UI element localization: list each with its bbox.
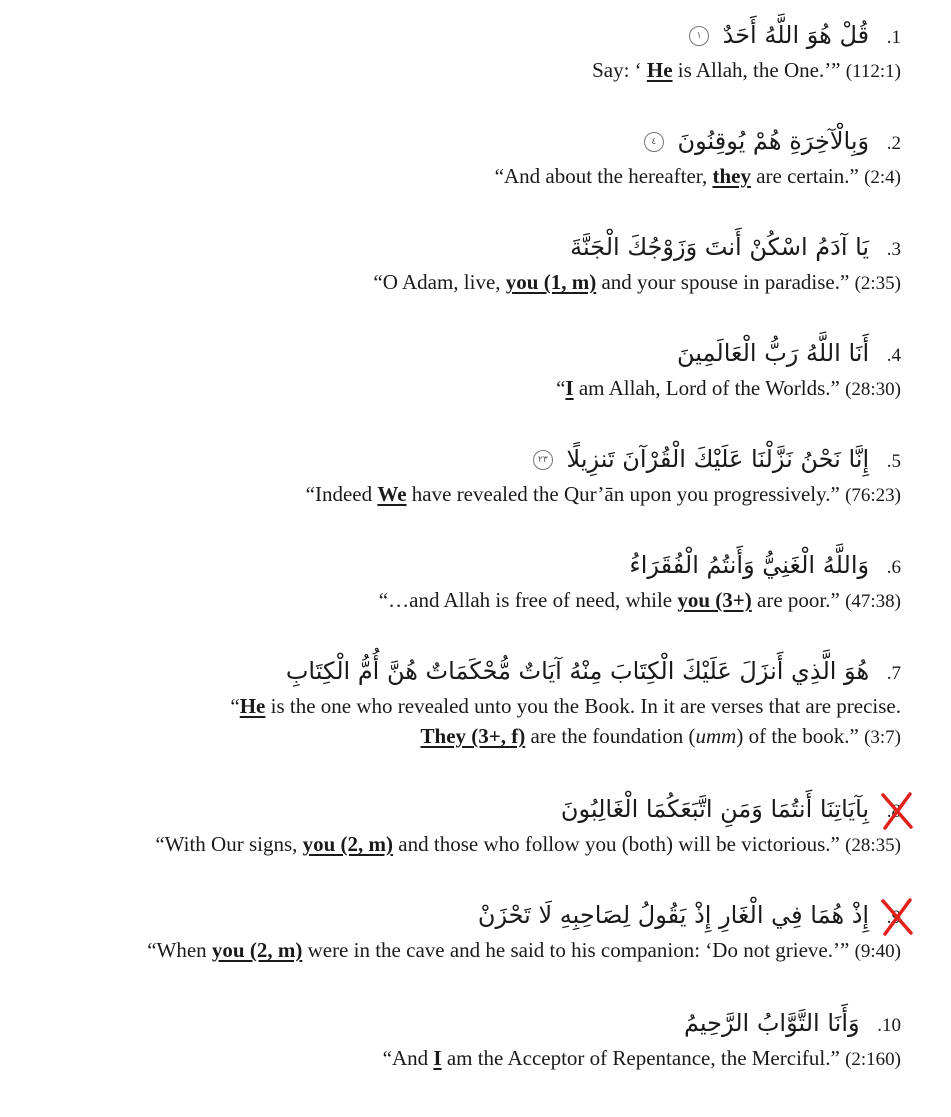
arabic-text: إِذْ هُمَا فِي الْغَارِ إِذْ يَقُولُ لِصَاحِبِهِ لَا تَحْزَنْ <box>477 901 870 929</box>
item-number: 3. <box>886 239 901 260</box>
english-translation: “I am Allah, Lord of the Worlds.” (28:30) <box>556 376 901 400</box>
arabic-text: وَاللَّهُ الْغَنِيُّ وَأَنتُمُ الْفُقَرَاءُ <box>629 551 870 579</box>
english-translation: “When you (2, m) were in the cave and he said to his companion: ‘Do not grieve.’” (9:40) <box>147 938 901 962</box>
ayah-number-icon: ٤ <box>644 132 664 152</box>
verse-reference: (2:35) <box>854 273 901 294</box>
highlighted-pronoun: We <box>377 482 407 506</box>
exercise-item-10 <box>40 1006 901 1075</box>
arabic-verse <box>40 18 901 55</box>
arabic-verse <box>40 792 901 829</box>
verse-reference: (2:4) <box>864 167 901 188</box>
item-number: 7. <box>886 663 901 684</box>
verse-reference: (112:1) <box>845 61 901 82</box>
item-number: 5. <box>886 451 901 472</box>
arabic-text: أَنَا اللَّهُ رَبُّ الْعَالَمِينَ <box>677 339 870 367</box>
item-number: 4. <box>886 345 901 366</box>
exercise-item-6 <box>40 548 901 617</box>
exercise-item-7 <box>40 654 901 753</box>
arabic-text: قُلْ هُوَ اللَّهُ أَحَدٌ <box>722 21 870 49</box>
highlighted-pronoun: He <box>646 58 673 82</box>
english-translation-line-2: They (3+, f) are the foundation (umm) of the book.” (3:7) <box>420 724 901 748</box>
item-number: 1. <box>886 27 901 48</box>
arabic-verse <box>40 336 901 373</box>
item-number: 2. <box>886 133 901 154</box>
exercise-item-1 <box>40 18 901 87</box>
arabic-text: إِنَّا نَحْنُ نَزَّلْنَا عَلَيْكَ الْقُرْآنَ تَنزِيلًا <box>566 445 870 473</box>
english-translation: “And I am the Acceptor of Repentance, the Merciful.” (2:160) <box>382 1046 901 1070</box>
verse-reference: (28:30) <box>845 379 901 400</box>
item-number: 6. <box>886 557 901 578</box>
highlighted-pronoun: you (2, m) <box>302 832 394 856</box>
english-translation: “Indeed We have revealed the Qur’ān upon you progressively.” (76:23) <box>305 482 901 506</box>
english-translation: “…and Allah is free of need, while you (3+) are poor.” (47:38) <box>378 588 901 612</box>
arabic-text: وَأَنَا التَّوَّابُ الرَّحِيمُ <box>683 1009 860 1037</box>
ayah-number-icon: ١ <box>689 26 709 46</box>
verse-reference: (47:38) <box>845 591 901 612</box>
exercise-item-2 <box>40 124 901 193</box>
arabic-verse <box>40 898 901 935</box>
red-cross-icon <box>879 791 915 831</box>
verse-reference: (2:160) <box>845 1049 901 1070</box>
exercise-item-9 <box>40 898 901 967</box>
arabic-verse <box>40 548 901 585</box>
english-translation: Say: ‘ He is Allah, the One.’” (112:1) <box>592 58 901 82</box>
highlighted-pronoun: they <box>712 164 751 188</box>
highlighted-pronoun: I <box>433 1046 442 1070</box>
item-number: 9. <box>887 901 901 935</box>
arabic-verse <box>40 1006 901 1043</box>
red-cross-icon <box>879 897 915 937</box>
exercise-item-8 <box>40 792 901 861</box>
exercise-item-4 <box>40 336 901 405</box>
arabic-verse <box>40 230 901 267</box>
english-translation: “And about the hereafter, they are certain.” (2:4) <box>494 164 901 188</box>
english-translation: “With Our signs, you (2, m) and those who follow you (both) will be victorious.” (28:35) <box>155 832 901 856</box>
highlighted-pronoun: I <box>565 376 574 400</box>
verse-reference: (76:23) <box>845 485 901 506</box>
arabic-text: يَا آدَمُ اسْكُنْ أَنتَ وَزَوْجُكَ الْجَنَّةَ <box>570 233 870 261</box>
verse-reference: (9:40) <box>854 941 901 962</box>
highlighted-pronoun: He <box>239 694 266 718</box>
highlighted-pronoun: you (1, m) <box>505 270 597 294</box>
exercise-item-3 <box>40 230 901 299</box>
highlighted-pronoun: They (3+, f) <box>420 724 526 748</box>
english-translation: “He is the one who revealed unto you the Book. In it are verses that are precise. <box>230 694 901 718</box>
arabic-verse <box>40 654 901 691</box>
highlighted-pronoun: you (3+) <box>677 588 752 612</box>
exercise-item-5 <box>40 442 901 511</box>
verse-reference: (28:35) <box>845 835 901 856</box>
english-translation: “O Adam, live, you (1, m) and your spouse in paradise.” (2:35) <box>373 270 901 294</box>
arabic-text: بِآيَاتِنَا أَنتُمَا وَمَنِ اتَّبَعَكُمَا الْغَالِبُونَ <box>560 795 870 823</box>
highlighted-pronoun: you (2, m) <box>211 938 303 962</box>
verse-reference: (3:7) <box>864 727 901 748</box>
arabic-text: وَبِالْآخِرَةِ هُمْ يُوقِنُونَ <box>677 127 870 155</box>
item-number: 10. <box>877 1015 901 1036</box>
item-number: 8. <box>887 795 901 829</box>
arabic-verse <box>40 124 901 161</box>
arabic-text: هُوَ الَّذِي أَنزَلَ عَلَيْكَ الْكِتَابَ مِنْهُ آيَاتٌ مُّحْكَمَاتٌ هُنَّ أُمُّ الْكِتَابِ <box>285 657 870 685</box>
arabic-verse <box>40 442 901 479</box>
ayah-number-icon: ٢٣ <box>533 450 553 470</box>
